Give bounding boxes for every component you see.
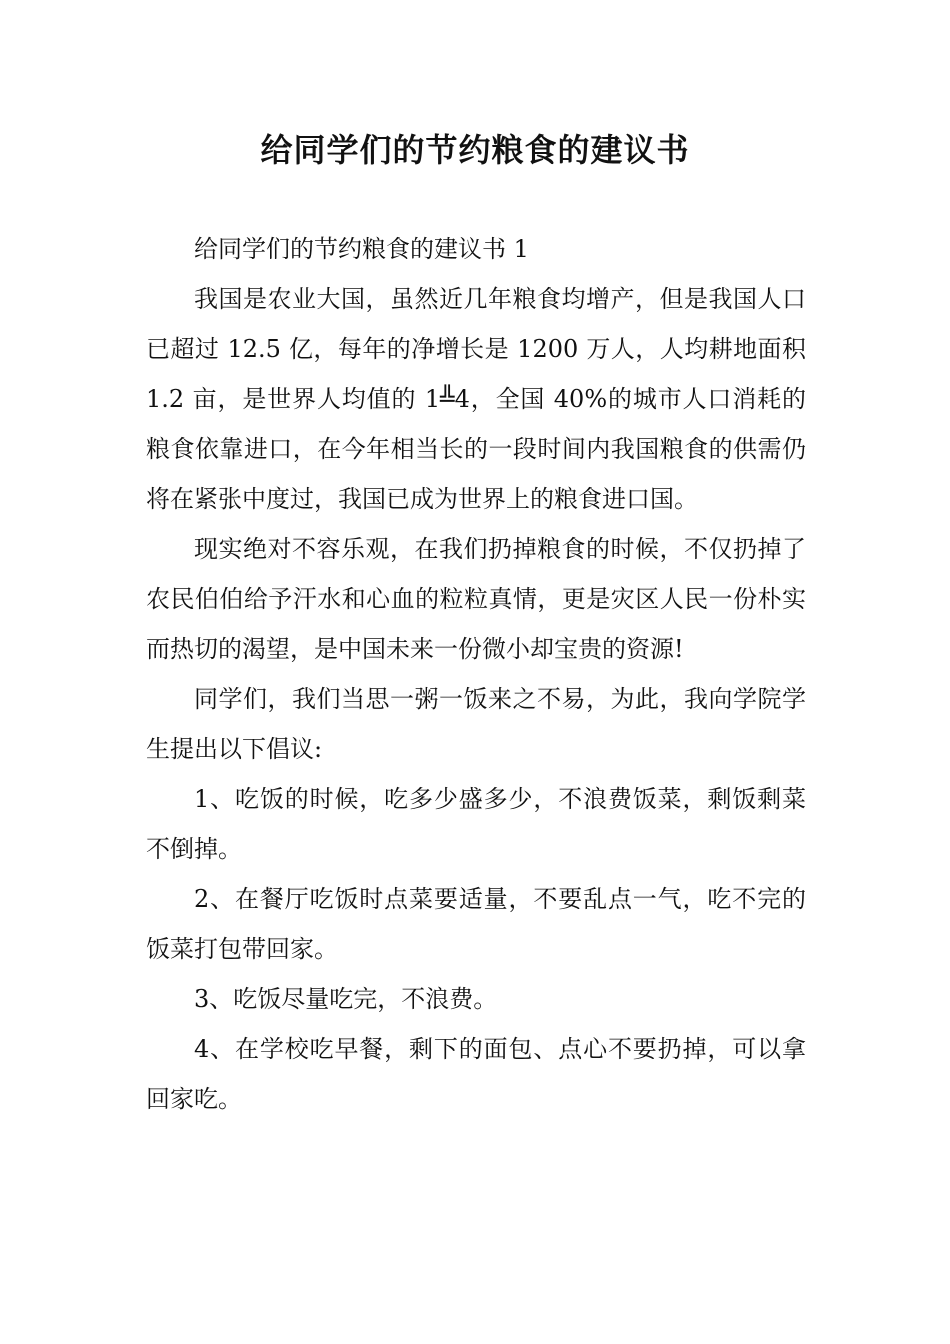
proposal-item: 4、在学校吃早餐，剩下的面包、点心不要扔掉，可以拿回家吃。 (146, 1035, 806, 1113)
proposal-item: 2、在餐厅吃饭时点菜要适量，不要乱点一气，吃不完的饭菜打包带回家。 (146, 885, 806, 963)
body-paragraph: 我国是农业大国，虽然近几年粮食均增产，但是我国人口已超过 12.5 亿，每年的净增长是 1200 万人，人均耕地面积 1.2 亩，是世界人均值的 1╩4，全国 40%的城市人口消耗的粮食依靠进口，在今年相当长的一段时间内我国粮食的供需仍将在紧张中度过，我国已成为世界上的粮食进口国。 (146, 285, 806, 513)
subtitle-paragraph: 给同学们的节约粮食的建议书 1 (194, 235, 529, 263)
body-paragraph: 同学们，我们当思一粥一饭来之不易，为此，我向学院学生提出以下倡议: (146, 685, 806, 763)
body-paragraph: 现实绝对不容乐观，在我们扔掉粮食的时候，不仅扔掉了农民伯伯给予汗水和心血的粒粒真情，更是灾区人民一份朴实而热切的渴望，是中国未来一份微小却宝贵的资源! (146, 535, 806, 663)
document-title: 给同学们的节约粮食的建议书 (260, 131, 690, 169)
proposal-item: 3、吃饭尽量吃完，不浪费。 (194, 985, 498, 1013)
proposal-item: 1、吃饭的时候，吃多少盛多少，不浪费饭菜，剩饭剩菜不倒掉。 (146, 785, 806, 863)
document-body (146, 224, 806, 1124)
